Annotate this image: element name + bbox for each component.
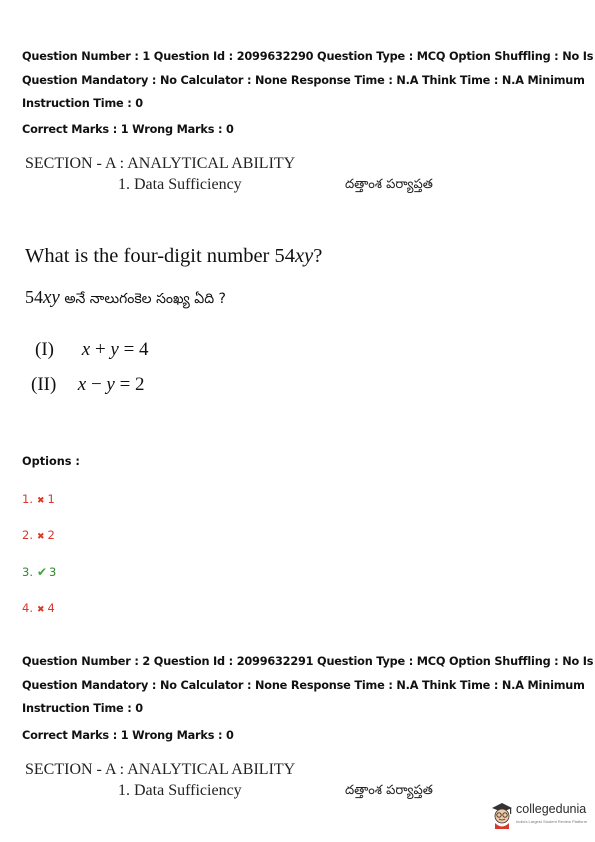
cross-icon: ✖ bbox=[36, 496, 45, 506]
meta-line: Instruction Time : 0 bbox=[22, 702, 143, 715]
meta-line: Question Number : 2 Question Id : 2099632291 Question Type : MCQ Option Shuffling : No Is bbox=[22, 655, 594, 668]
cross-icon: ✖ bbox=[36, 532, 45, 542]
question-text-en: What is the four-digit number 54xy? bbox=[25, 245, 323, 267]
options-heading: Options : bbox=[22, 455, 80, 468]
statement-2: (II) x − y = 2 bbox=[31, 374, 145, 395]
question-meta bbox=[22, 650, 594, 721]
subsection-title-te: దత్తాంశ పర్యాప్తత bbox=[345, 783, 433, 798]
meta-line: Question Number : 1 Question Id : 2099632290 Question Type : MCQ Option Shuffling : No Is bbox=[22, 50, 594, 63]
check-icon: ✔ bbox=[36, 565, 48, 579]
option-2: 2. ✖ 2 bbox=[22, 527, 55, 545]
section-title: SECTION - A : ANALYTICAL ABILITY bbox=[25, 761, 296, 778]
option-3: 3. ✔ 3 bbox=[22, 565, 57, 579]
statement-1: (I) x + y = 4 bbox=[35, 339, 149, 360]
section-title: SECTION - A : ANALYTICAL ABILITY bbox=[25, 155, 296, 172]
question-text-te: 54xy అనే నాలుగంకెల సంఖ్య ఏది ? bbox=[25, 287, 226, 308]
subsection-title: 1. Data Sufficiency bbox=[118, 782, 242, 799]
subsection-title-te: దత్తాంశ పర్యాప్తత bbox=[345, 177, 433, 192]
marks-line: Correct Marks : 1 Wrong Marks : 0 bbox=[22, 729, 234, 742]
meta-line: Instruction Time : 0 bbox=[22, 97, 143, 110]
student-mascot-icon bbox=[490, 800, 514, 830]
collegedunia-logo bbox=[490, 798, 590, 832]
logo-name: collegedunia bbox=[516, 802, 587, 816]
meta-line: Question Mandatory : No Calculator : None Response Time : N.A Think Time : N.A Minimum bbox=[22, 678, 585, 692]
cross-icon: ✖ bbox=[36, 605, 45, 615]
subsection-title: 1. Data Sufficiency bbox=[118, 176, 242, 193]
logo-tagline: India's Largest Student Review Platform bbox=[516, 819, 588, 824]
marks-line: Correct Marks : 1 Wrong Marks : 0 bbox=[22, 123, 234, 136]
question-meta bbox=[22, 45, 594, 116]
option-4: 4. ✖ 4 bbox=[22, 600, 55, 618]
meta-line: Question Mandatory : No Calculator : None Response Time : N.A Think Time : N.A Minimum bbox=[22, 73, 585, 87]
option-1: 1. ✖ 1 bbox=[22, 491, 55, 509]
